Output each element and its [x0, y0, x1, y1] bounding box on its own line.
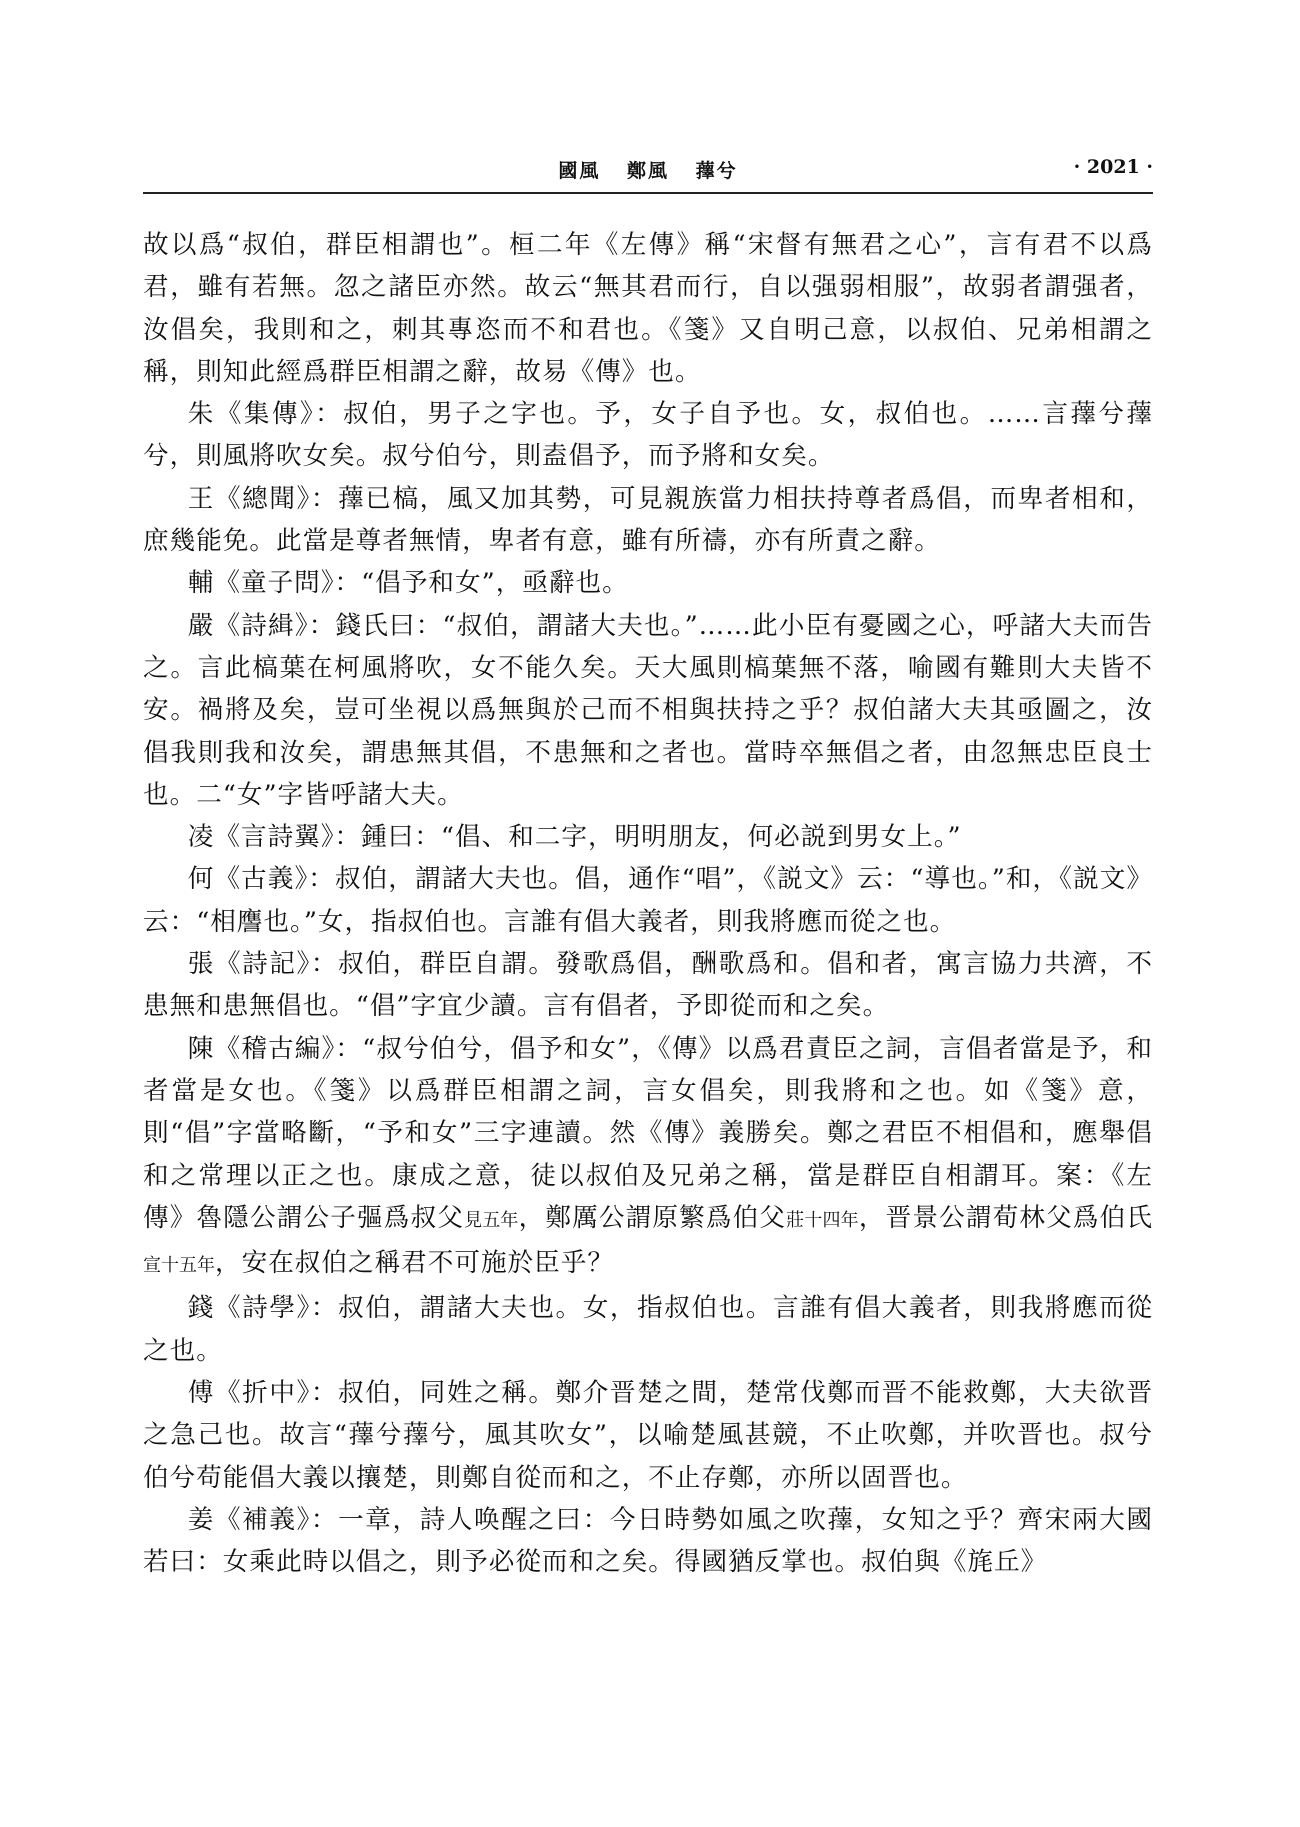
- paragraph: [143, 605, 1153, 816]
- running-title-section-3: 蘀兮: [695, 160, 738, 182]
- paragraph-text: ，晋景公謂荀林父爲伯氏: [858, 1202, 1153, 1233]
- paragraph-text: 王《總聞》：蘀已槁，風又加其勢，可見親族當力相扶持尊者爲倡，而卑者相和，庶幾能免。此當是尊者無情，卑者有意，雖有所禱，亦有所責之辭。: [143, 483, 1153, 557]
- paragraph: [143, 224, 1153, 393]
- paragraph-text: 傅《折中》：叔伯，同姓之稱。鄭介晋楚之間，楚常伐鄭而晋不能救鄭，大夫欲晋之急己也。故言“蘀兮蘀兮，風其吹女”，以喻楚風甚競，不止吹鄭，并吹晋也。叔兮伯兮苟能倡大義以攘楚，則鄭自從而和之，不止存鄭，亦所以固晋也。: [143, 1378, 1153, 1493]
- paragraph-text: 輔《童子問》：“倡予和女”，亟辭也。: [187, 568, 629, 599]
- paragraph-text: 張《詩記》：叔伯，群臣自謂。發歌爲倡，酬歌爲和。倡和者，寓言協力共濟，不患無和患無倡也。“倡”字宜少讀。言有倡者，予即從而和之矣。: [143, 949, 1153, 1022]
- inline-annotation: 宣十五年: [143, 1255, 215, 1277]
- page-header: [143, 152, 1153, 194]
- paragraph-text: 凌《言詩翼》：鍾曰：“倡、和二字，明明朋友，何必説到男女上。”: [187, 822, 962, 853]
- paragraph-text: 姜《補義》：一章，詩人唤醒之曰：今日時勢如風之吹蘀，女知之乎？齊宋兩大國若曰：女乘此時以倡之，則予必從而和之矣。得國猶反掌也。叔伯與《旄丘》: [143, 1504, 1153, 1578]
- paragraph: [143, 1499, 1153, 1584]
- paragraph: [143, 393, 1153, 478]
- paragraph: [143, 478, 1153, 563]
- paragraph: [143, 858, 1153, 943]
- running-title: [143, 156, 1153, 183]
- body-text: [143, 224, 1153, 1584]
- paragraph: [143, 1028, 1153, 1288]
- paragraph: [143, 1372, 1153, 1499]
- paragraph-text: 故以爲“叔伯，群臣相謂也”。桓二年《左傳》稱“宋督有無君之心”，言有君不以爲君，雖有若無。忽之諸臣亦然。故云“無其君而行，自以强弱相服”，故弱者謂强者，汝倡矣，我則和之，刺其專恣而不和君也。《箋》又自明己意，以叔伯、兄弟相謂之稱，則知此經爲群臣相謂之辭，故易《傳》也。: [143, 230, 1153, 387]
- paragraph-text: 嚴《詩緝》：錢氏曰：“叔伯，謂諸大夫也。”……此小臣有憂國之心，呼諸大夫而告之。言此槁葉在柯風將吹，女不能久矣。天大風則槁葉無不落，喻國有難則大夫皆不安。禍將及矣，豈可坐視以爲無與於己而不相與扶持之乎？叔伯諸大夫其亟圖之，汝倡我則我和汝矣，謂患無其倡，不患無和之者也。當時卒無倡之者，由忽無忠臣良士也。二“女”字皆呼諸大夫。: [143, 610, 1153, 810]
- running-title-section-1: 國風: [558, 160, 601, 182]
- paragraph: [143, 943, 1153, 1028]
- header-rule: [143, 192, 1153, 194]
- paragraph-text: 何《古義》：叔伯，謂諸大夫也。倡，通作“唱”，《説文》云：“導也。”和，《説文》云：“相譍也。”女，指叔伯也。言誰有倡大義者，則我將應而從之也。: [143, 864, 1153, 937]
- paragraph-text: ，鄭厲公謂原繁爲伯父: [518, 1202, 787, 1233]
- inline-annotation: 莊十四年: [786, 1209, 859, 1231]
- paragraph-text: ，安在叔伯之稱君不可施於臣乎？: [215, 1248, 614, 1279]
- page-number: · 2021 ·: [1073, 156, 1153, 178]
- inline-annotation: 見五年: [464, 1209, 519, 1231]
- running-title-section-2: 鄭風: [626, 160, 669, 182]
- paragraph-text: 陳《稽古編》：“叔兮伯兮，倡予和女”，《傳》以爲君責臣之詞，言倡者當是予，和者當是女也。《箋》以爲群臣相謂之詞，言女倡矣，則我將和之也。如《箋》意，則“倡”字當略斷，“予和女”三字連讀。然《傳》義勝矣。鄭之君臣不相倡和，應舉倡和之常理以正之也。康成之意，徒以叔伯及兄弟之稱，當是群臣自相謂耳。案：《左傳》魯隱公謂公子彄爲叔父: [143, 1033, 1153, 1233]
- paragraph-text: 朱《集傳》：叔伯，男子之字也。予，女子自予也。女，叔伯也。……言蘀兮蘀兮，則風將吹女矣。叔兮伯兮，則盍倡予，而予將和女矣。: [143, 399, 1153, 472]
- paragraph: [143, 1287, 1153, 1372]
- paragraph-text: 錢《詩學》：叔伯，謂諸大夫也。女，指叔伯也。言誰有倡大義者，則我將應而從之也。: [143, 1293, 1153, 1366]
- paragraph: [143, 562, 1153, 604]
- paragraph: [143, 816, 1153, 858]
